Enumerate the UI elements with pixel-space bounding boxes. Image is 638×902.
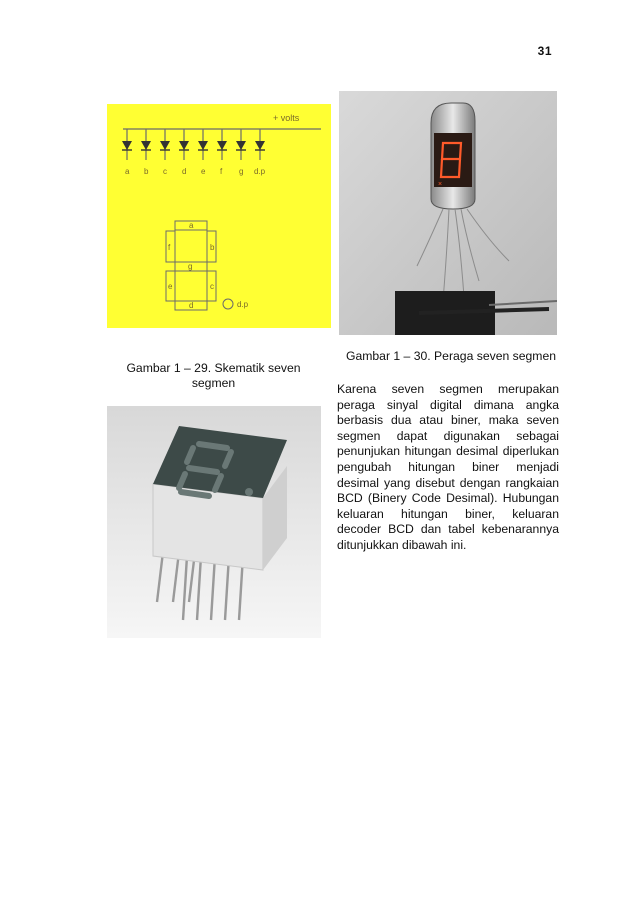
label-f: f <box>168 243 171 252</box>
schematic-diagram <box>107 104 331 328</box>
glow-mark: × <box>438 181 443 188</box>
label-b: b <box>210 243 215 252</box>
label-g: g <box>188 262 193 271</box>
label-dp: d.p <box>237 300 249 309</box>
diode-label: f <box>220 167 223 176</box>
body-paragraph: Karena seven segmen merupakan peraga sinyal digital dimana angka berbasis dua atau biner, maka seven segmen dapat digunakan sebagai penunjukan hitungan desimal diperlukan pengubah hitungan biner menjadi desimal yang disebut dengan rangkaian BCD (Binery Code Desimal). Hubungan keluaran hitungan biner, keluaran decoder BCD dan tabel kebenarannya ditunjukkan dibawah ini. <box>337 382 559 552</box>
diode-label: d <box>182 167 187 176</box>
decimal-point <box>245 488 253 496</box>
diode-label: c <box>163 167 167 176</box>
diode-label: g <box>239 167 244 176</box>
label-a: a <box>189 221 194 230</box>
diode-label: d.p <box>254 167 266 176</box>
label-c: c <box>210 282 214 291</box>
seven-segment-schematic-figure <box>107 104 331 328</box>
page-number: 31 <box>537 44 552 58</box>
led-seven-segment-photo <box>107 406 321 638</box>
schematic-background <box>107 104 331 328</box>
tube-illustration <box>339 91 557 335</box>
diode-label: a <box>125 167 130 176</box>
diode-label: e <box>201 167 206 176</box>
figure-29-caption: Gambar 1 – 29. Skematik seven segmen <box>126 361 301 390</box>
label-d: d <box>189 301 194 310</box>
voltage-label: + volts <box>273 113 300 123</box>
led-illustration <box>107 406 321 638</box>
nixie-tube-photo <box>339 91 557 335</box>
diode-label: b <box>144 167 149 176</box>
label-e: e <box>168 282 173 291</box>
figure-30-caption: Gambar 1 – 30. Peraga seven segmen <box>345 349 557 363</box>
